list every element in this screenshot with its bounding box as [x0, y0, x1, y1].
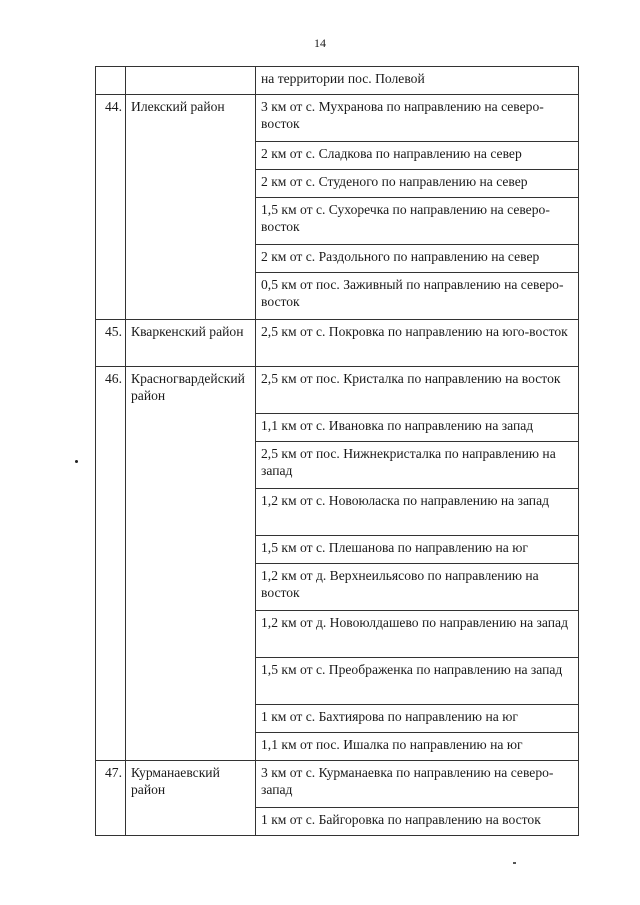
location-cell: 0,5 км от пос. Заживный по направлению на северо-восток [256, 273, 579, 320]
table-row [96, 95, 579, 142]
row-number-cell: 45. [96, 320, 126, 367]
row-number-cell [96, 67, 126, 95]
location-cell: 2 км от с. Раздольного по направлению на север [256, 245, 579, 273]
district-cell: Илекский район [126, 95, 256, 320]
table-row [96, 367, 579, 414]
row-number-cell: 47. [96, 761, 126, 836]
row-number-cell: 46. [96, 367, 126, 761]
page-number: 14 [314, 36, 326, 50]
location-cell: 2,5 км от пос. Кристалка по направлению на восток [256, 367, 579, 414]
district-cell: Кваркенский район [126, 320, 256, 367]
location-cell: 3 км от с. Мухранова по направлению на северо-восток [256, 95, 579, 142]
location-cell: 1,2 км от д. Новоюлдашево по направлению на запад [256, 611, 579, 658]
scan-speck [513, 862, 516, 864]
location-cell: 1,5 км от с. Преображенка по направлению на запад [256, 658, 579, 705]
location-cell: 2 км от с. Сладкова по направлению на север [256, 142, 579, 170]
location-cell: 1,2 км от д. Верхнеильясово по направлению на восток [256, 564, 579, 611]
location-cell: 1,5 км от с. Сухоречка по направлению на северо-восток [256, 198, 579, 245]
table-row [96, 761, 579, 808]
location-cell: 1,1 км от пос. Ишалка по направлению на юг [256, 733, 579, 761]
district-cell: Курманаевский район [126, 761, 256, 836]
table-row [96, 320, 579, 367]
table-row [96, 67, 579, 95]
districts-table [95, 66, 579, 836]
location-cell: 3 км от с. Курманаевка по направлению на северо-запад [256, 761, 579, 808]
location-cell: 2 км от с. Студеного по направлению на север [256, 170, 579, 198]
location-cell: 1 км от с. Бахтиярова по направлению на юг [256, 705, 579, 733]
location-cell: 1 км от с. Байгоровка по направлению на восток [256, 808, 579, 836]
row-number-cell: 44. [96, 95, 126, 320]
location-cell: 1,2 км от с. Новоюласка по направлению на запад [256, 489, 579, 536]
scan-speck [75, 460, 78, 463]
location-cell: 2,5 км от с. Покровка по направлению на юго-восток [256, 320, 579, 367]
location-cell: 1,1 км от с. Ивановка по направлению на запад [256, 414, 579, 442]
location-cell: 1,5 км от с. Плешанова по направлению на юг [256, 536, 579, 564]
district-cell [126, 67, 256, 95]
location-cell: на территории пос. Полевой [256, 67, 579, 95]
district-cell: Красногвардейский район [126, 367, 256, 761]
location-cell: 2,5 км от пос. Нижнекристалка по направлению на запад [256, 442, 579, 489]
